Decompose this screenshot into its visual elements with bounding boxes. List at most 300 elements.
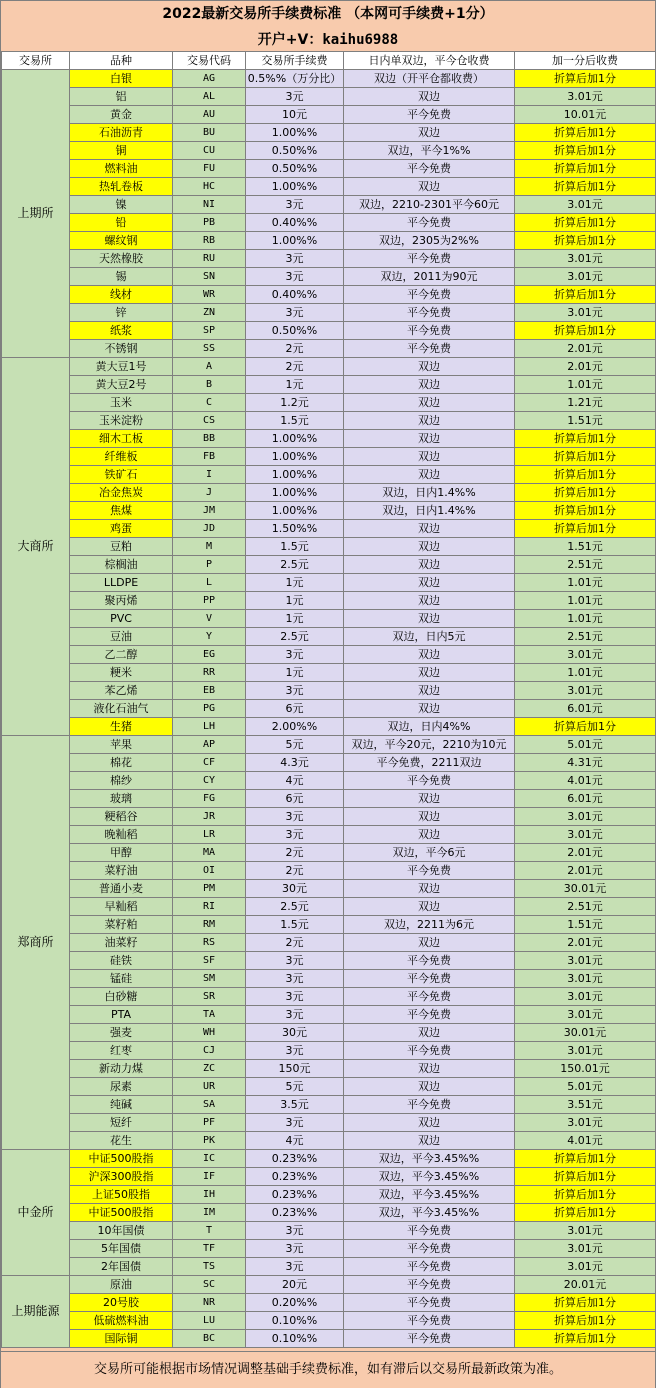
close-rule-cell: 平今免费 — [344, 862, 515, 880]
code-cell: J — [173, 484, 246, 502]
close-rule-cell: 双边 — [344, 1060, 515, 1078]
code-cell: SS — [173, 340, 246, 358]
variety-cell: 短纤 — [70, 1114, 173, 1132]
fee-cell: 150元 — [246, 1060, 344, 1078]
fee-cell: 0.10%% — [246, 1312, 344, 1330]
fee-cell: 1.5元 — [246, 916, 344, 934]
table-row — [2, 412, 656, 430]
table-row — [2, 988, 656, 1006]
close-rule-cell: 双边 — [344, 88, 515, 106]
table-row — [2, 430, 656, 448]
plus-one-cell: 折算后加1分 — [515, 124, 656, 142]
fee-cell: 2.5元 — [246, 628, 344, 646]
code-cell: AL — [173, 88, 246, 106]
fee-cell: 30元 — [246, 1024, 344, 1042]
fee-cell: 3元 — [246, 1222, 344, 1240]
variety-cell: 黄大豆2号 — [70, 376, 173, 394]
code-cell: EG — [173, 646, 246, 664]
table-row — [2, 772, 656, 790]
close-rule-cell: 平今免费 — [344, 1006, 515, 1024]
variety-cell: 螺纹钢 — [70, 232, 173, 250]
fee-cell: 10元 — [246, 106, 344, 124]
code-cell: RU — [173, 250, 246, 268]
code-cell: NR — [173, 1294, 246, 1312]
plus-one-cell: 3.01元 — [515, 1006, 656, 1024]
fee-cell: 0.10%% — [246, 1330, 344, 1348]
table-row — [2, 862, 656, 880]
close-rule-cell: 平今免费 — [344, 1330, 515, 1348]
table-row — [2, 502, 656, 520]
table-row — [2, 340, 656, 358]
table-row — [2, 952, 656, 970]
table-row — [2, 1294, 656, 1312]
fee-cell: 1.00%% — [246, 232, 344, 250]
table-row — [2, 1204, 656, 1222]
plus-one-cell: 6.01元 — [515, 790, 656, 808]
variety-cell: 普通小麦 — [70, 880, 173, 898]
table-row — [2, 826, 656, 844]
plus-one-cell: 折算后加1分 — [515, 1186, 656, 1204]
plus-one-cell: 3.01元 — [515, 1258, 656, 1276]
close-rule-cell: 双边 — [344, 934, 515, 952]
close-rule-cell: 平今免费 — [344, 772, 515, 790]
variety-cell: PVC — [70, 610, 173, 628]
table-row — [2, 610, 656, 628]
variety-cell: 冶金焦炭 — [70, 484, 173, 502]
close-rule-cell: 双边 — [344, 430, 515, 448]
variety-cell: 纤维板 — [70, 448, 173, 466]
fee-cell: 3元 — [246, 826, 344, 844]
close-rule-cell: 双边 — [344, 358, 515, 376]
plus-one-cell: 2.01元 — [515, 934, 656, 952]
code-cell: SN — [173, 268, 246, 286]
plus-one-cell: 1.01元 — [515, 376, 656, 394]
plus-one-cell: 3.51元 — [515, 1096, 656, 1114]
close-rule-cell: 双边 — [344, 682, 515, 700]
variety-cell: 油菜籽 — [70, 934, 173, 952]
plus-one-cell: 1.01元 — [515, 664, 656, 682]
fee-cell: 3元 — [246, 268, 344, 286]
close-rule-cell: 双边，日内4%% — [344, 718, 515, 736]
plus-one-cell: 折算后加1分 — [515, 448, 656, 466]
table-row — [2, 718, 656, 736]
plus-one-cell: 2.01元 — [515, 844, 656, 862]
code-cell: PK — [173, 1132, 246, 1150]
code-cell: RS — [173, 934, 246, 952]
plus-one-cell: 3.01元 — [515, 952, 656, 970]
table-row — [2, 268, 656, 286]
code-cell: JM — [173, 502, 246, 520]
page-subtitle — [1, 29, 655, 51]
subtitle-prefix: 开户+V： — [257, 32, 323, 48]
close-rule-cell: 双边（开平仓都收费） — [344, 70, 515, 88]
fee-cell: 1元 — [246, 376, 344, 394]
close-rule-cell: 平今免费 — [344, 988, 515, 1006]
fee-cell: 1元 — [246, 592, 344, 610]
close-rule-cell: 双边 — [344, 178, 515, 196]
plus-one-cell: 2.01元 — [515, 358, 656, 376]
close-rule-cell: 平今免费 — [344, 1276, 515, 1294]
variety-cell: 石油沥青 — [70, 124, 173, 142]
table-row — [2, 1114, 656, 1132]
close-rule-cell: 双边，2211为6元 — [344, 916, 515, 934]
code-cell: AP — [173, 736, 246, 754]
variety-cell: 铅 — [70, 214, 173, 232]
fee-cell: 3元 — [246, 682, 344, 700]
variety-cell: PTA — [70, 1006, 173, 1024]
table-row — [2, 700, 656, 718]
variety-cell: 白银 — [70, 70, 173, 88]
close-rule-cell: 平今免费 — [344, 1042, 515, 1060]
table-row — [2, 1240, 656, 1258]
table-row — [2, 1006, 656, 1024]
plus-one-cell: 20.01元 — [515, 1276, 656, 1294]
code-cell: OI — [173, 862, 246, 880]
table-row — [2, 1096, 656, 1114]
close-rule-cell: 双边 — [344, 124, 515, 142]
fee-cell: 0.50%% — [246, 322, 344, 340]
code-cell: ZC — [173, 1060, 246, 1078]
table-row — [2, 1312, 656, 1330]
plus-one-cell: 3.01元 — [515, 268, 656, 286]
plus-one-cell: 10.01元 — [515, 106, 656, 124]
table-row — [2, 448, 656, 466]
table-header-row — [2, 52, 656, 70]
variety-cell: 10年国债 — [70, 1222, 173, 1240]
footer-note: 交易所可能根据市场情况调整基础手续费标准，如有滞后以交易所最新政策为准。 — [1, 1351, 655, 1388]
exchange-cell: 中金所 — [2, 1150, 70, 1276]
code-cell: RR — [173, 664, 246, 682]
exchange-cell: 郑商所 — [2, 736, 70, 1150]
plus-one-cell: 折算后加1分 — [515, 1312, 656, 1330]
table-row — [2, 574, 656, 592]
code-cell: LR — [173, 826, 246, 844]
variety-cell: 中证500股指 — [70, 1150, 173, 1168]
fee-table — [1, 51, 656, 1348]
variety-cell: 玉米 — [70, 394, 173, 412]
plus-one-cell: 4.01元 — [515, 1132, 656, 1150]
plus-one-cell: 3.01元 — [515, 1240, 656, 1258]
fee-cell: 2.5元 — [246, 898, 344, 916]
variety-cell: 2年国债 — [70, 1258, 173, 1276]
close-rule-cell: 平今免费 — [344, 322, 515, 340]
variety-cell: 焦煤 — [70, 502, 173, 520]
close-rule-cell: 双边，平今6元 — [344, 844, 515, 862]
code-cell: RI — [173, 898, 246, 916]
code-cell: SF — [173, 952, 246, 970]
plus-one-cell: 3.01元 — [515, 682, 656, 700]
plus-one-cell: 5.01元 — [515, 1078, 656, 1096]
variety-cell: 20号胶 — [70, 1294, 173, 1312]
variety-cell: 苹果 — [70, 736, 173, 754]
header-variety: 品种 — [70, 52, 173, 70]
variety-cell: 花生 — [70, 1132, 173, 1150]
table-row — [2, 1330, 656, 1348]
plus-one-cell: 3.01元 — [515, 826, 656, 844]
fee-cell: 1元 — [246, 574, 344, 592]
plus-one-cell: 3.01元 — [515, 808, 656, 826]
fee-cell: 2元 — [246, 844, 344, 862]
close-rule-cell: 双边 — [344, 1078, 515, 1096]
close-rule-cell: 双边 — [344, 880, 515, 898]
table-row — [2, 556, 656, 574]
plus-one-cell: 3.01元 — [515, 1114, 656, 1132]
code-cell: PB — [173, 214, 246, 232]
plus-one-cell: 2.01元 — [515, 862, 656, 880]
plus-one-cell: 30.01元 — [515, 1024, 656, 1042]
fee-cell: 1.50%% — [246, 520, 344, 538]
code-cell: HC — [173, 178, 246, 196]
plus-one-cell: 3.01元 — [515, 970, 656, 988]
variety-cell: 尿素 — [70, 1078, 173, 1096]
table-row — [2, 214, 656, 232]
table-row — [2, 628, 656, 646]
code-cell: RB — [173, 232, 246, 250]
close-rule-cell: 双边，日内1.4%% — [344, 502, 515, 520]
close-rule-cell: 平今免费 — [344, 1240, 515, 1258]
code-cell: ZN — [173, 304, 246, 322]
plus-one-cell: 折算后加1分 — [515, 1150, 656, 1168]
fee-cell: 1元 — [246, 610, 344, 628]
fee-cell: 0.50%% — [246, 142, 344, 160]
plus-one-cell: 1.21元 — [515, 394, 656, 412]
close-rule-cell: 双边，2305为2%% — [344, 232, 515, 250]
variety-cell: 低硫燃料油 — [70, 1312, 173, 1330]
plus-one-cell: 30.01元 — [515, 880, 656, 898]
fee-cell: 20元 — [246, 1276, 344, 1294]
code-cell: AG — [173, 70, 246, 88]
close-rule-cell: 双边 — [344, 898, 515, 916]
plus-one-cell: 150.01元 — [515, 1060, 656, 1078]
variety-cell: 铁矿石 — [70, 466, 173, 484]
table-row — [2, 1060, 656, 1078]
close-rule-cell: 双边 — [344, 610, 515, 628]
code-cell: T — [173, 1222, 246, 1240]
fee-cell: 0.23%% — [246, 1204, 344, 1222]
table-row — [2, 286, 656, 304]
fee-cell: 3元 — [246, 808, 344, 826]
close-rule-cell: 平今免费 — [344, 1222, 515, 1240]
variety-cell: 铝 — [70, 88, 173, 106]
close-rule-cell: 双边，2011为90元 — [344, 268, 515, 286]
header-exchange: 交易所 — [2, 52, 70, 70]
code-cell: RM — [173, 916, 246, 934]
variety-cell: 粳米 — [70, 664, 173, 682]
plus-one-cell: 3.01元 — [515, 1042, 656, 1060]
code-cell: FB — [173, 448, 246, 466]
code-cell: CJ — [173, 1042, 246, 1060]
plus-one-cell: 折算后加1分 — [515, 232, 656, 250]
fee-cell: 6元 — [246, 790, 344, 808]
close-rule-cell: 双边 — [344, 1024, 515, 1042]
variety-cell: 5年国债 — [70, 1240, 173, 1258]
variety-cell: 纸浆 — [70, 322, 173, 340]
plus-one-cell: 折算后加1分 — [515, 142, 656, 160]
variety-cell: 豆粕 — [70, 538, 173, 556]
plus-one-cell: 1.01元 — [515, 574, 656, 592]
plus-one-cell: 2.51元 — [515, 898, 656, 916]
table-row — [2, 322, 656, 340]
plus-one-cell: 3.01元 — [515, 88, 656, 106]
variety-cell: 棉纱 — [70, 772, 173, 790]
fee-cell: 5元 — [246, 736, 344, 754]
plus-one-cell: 4.01元 — [515, 772, 656, 790]
variety-cell: 锡 — [70, 268, 173, 286]
fee-cell: 0.23%% — [246, 1168, 344, 1186]
variety-cell: 新动力煤 — [70, 1060, 173, 1078]
table-row — [2, 1132, 656, 1150]
table-row — [2, 376, 656, 394]
code-cell: JR — [173, 808, 246, 826]
code-cell: SA — [173, 1096, 246, 1114]
code-cell: IF — [173, 1168, 246, 1186]
plus-one-cell: 折算后加1分 — [515, 160, 656, 178]
plus-one-cell: 2.01元 — [515, 340, 656, 358]
code-cell: CU — [173, 142, 246, 160]
fee-cell: 1.00%% — [246, 484, 344, 502]
close-rule-cell: 平今免费 — [344, 952, 515, 970]
plus-one-cell: 1.51元 — [515, 412, 656, 430]
variety-cell: 棉花 — [70, 754, 173, 772]
table-row — [2, 1078, 656, 1096]
plus-one-cell: 折算后加1分 — [515, 322, 656, 340]
plus-one-cell: 折算后加1分 — [515, 70, 656, 88]
table-row — [2, 646, 656, 664]
header-code: 交易代码 — [173, 52, 246, 70]
code-cell: LU — [173, 1312, 246, 1330]
close-rule-cell: 平今免费 — [344, 1096, 515, 1114]
close-rule-cell: 双边 — [344, 412, 515, 430]
code-cell: FG — [173, 790, 246, 808]
plus-one-cell: 1.51元 — [515, 538, 656, 556]
plus-one-cell: 折算后加1分 — [515, 178, 656, 196]
variety-cell: 沪深300股指 — [70, 1168, 173, 1186]
plus-one-cell: 1.51元 — [515, 916, 656, 934]
variety-cell: 硅铁 — [70, 952, 173, 970]
variety-cell: 天然橡胶 — [70, 250, 173, 268]
variety-cell: 上证50股指 — [70, 1186, 173, 1204]
fee-cell: 0.20%% — [246, 1294, 344, 1312]
code-cell: Y — [173, 628, 246, 646]
plus-one-cell: 1.01元 — [515, 610, 656, 628]
close-rule-cell: 平今免费 — [344, 340, 515, 358]
code-cell: A — [173, 358, 246, 376]
close-rule-cell: 双边 — [344, 646, 515, 664]
fee-cell: 2元 — [246, 934, 344, 952]
variety-cell: 不锈钢 — [70, 340, 173, 358]
variety-cell: 苯乙烯 — [70, 682, 173, 700]
fee-cell: 1.00%% — [246, 502, 344, 520]
subtitle-code: kaihu6988 — [322, 32, 399, 48]
table-row — [2, 1042, 656, 1060]
code-cell: TF — [173, 1240, 246, 1258]
variety-cell: 菜籽油 — [70, 862, 173, 880]
code-cell: IM — [173, 1204, 246, 1222]
plus-one-cell: 折算后加1分 — [515, 1168, 656, 1186]
plus-one-cell: 3.01元 — [515, 250, 656, 268]
table-row — [2, 1168, 656, 1186]
exchange-cell: 上期所 — [2, 70, 70, 358]
table-row — [2, 754, 656, 772]
table-row — [2, 142, 656, 160]
table-row — [2, 304, 656, 322]
close-rule-cell: 平今免费 — [344, 1294, 515, 1312]
code-cell: B — [173, 376, 246, 394]
variety-cell: 原油 — [70, 1276, 173, 1294]
table-row — [2, 160, 656, 178]
fee-cell: 1.00%% — [246, 124, 344, 142]
variety-cell: 镍 — [70, 196, 173, 214]
fee-cell: 0.40%% — [246, 214, 344, 232]
code-cell: NI — [173, 196, 246, 214]
variety-cell: 铜 — [70, 142, 173, 160]
close-rule-cell: 双边，日内1.4%% — [344, 484, 515, 502]
fee-cell: 1.5元 — [246, 412, 344, 430]
plus-one-cell: 3.01元 — [515, 1222, 656, 1240]
variety-cell: 白砂糖 — [70, 988, 173, 1006]
table-row — [2, 808, 656, 826]
variety-cell: 棕榈油 — [70, 556, 173, 574]
variety-cell: 晚籼稻 — [70, 826, 173, 844]
variety-cell: 纯碱 — [70, 1096, 173, 1114]
fee-cell: 3元 — [246, 1240, 344, 1258]
close-rule-cell: 双边 — [344, 664, 515, 682]
fee-cell: 4元 — [246, 772, 344, 790]
code-cell: SM — [173, 970, 246, 988]
variety-cell: LLDPE — [70, 574, 173, 592]
code-cell: IH — [173, 1186, 246, 1204]
table-row — [2, 736, 656, 754]
code-cell: BU — [173, 124, 246, 142]
exchange-cell: 大商所 — [2, 358, 70, 736]
fee-cell: 3元 — [246, 970, 344, 988]
code-cell: CY — [173, 772, 246, 790]
table-row — [2, 916, 656, 934]
close-rule-cell: 双边，平今3.45%% — [344, 1150, 515, 1168]
fee-cell: 3.5元 — [246, 1096, 344, 1114]
variety-cell: 强麦 — [70, 1024, 173, 1042]
fee-cell: 0.23%% — [246, 1150, 344, 1168]
fee-cell: 4元 — [246, 1132, 344, 1150]
table-row — [2, 1024, 656, 1042]
fee-cell: 3元 — [246, 196, 344, 214]
fee-cell: 2元 — [246, 340, 344, 358]
close-rule-cell: 双边 — [344, 394, 515, 412]
close-rule-cell: 双边 — [344, 376, 515, 394]
close-rule-cell: 双边，平今3.45%% — [344, 1186, 515, 1204]
code-cell: FU — [173, 160, 246, 178]
fee-cell: 3元 — [246, 304, 344, 322]
variety-cell: 液化石油气 — [70, 700, 173, 718]
table-row — [2, 898, 656, 916]
table-row — [2, 196, 656, 214]
fee-cell: 0.5%%（万分比） — [246, 70, 344, 88]
code-cell: CS — [173, 412, 246, 430]
code-cell: M — [173, 538, 246, 556]
code-cell: IC — [173, 1150, 246, 1168]
close-rule-cell: 平今免费 — [344, 250, 515, 268]
close-rule-cell: 双边 — [344, 520, 515, 538]
plus-one-cell: 折算后加1分 — [515, 502, 656, 520]
table-row — [2, 1150, 656, 1168]
table-row — [2, 880, 656, 898]
close-rule-cell: 双边，平今3.45%% — [344, 1204, 515, 1222]
close-rule-cell: 双边 — [344, 466, 515, 484]
code-cell: BC — [173, 1330, 246, 1348]
table-row — [2, 538, 656, 556]
fee-cell: 2元 — [246, 862, 344, 880]
code-cell: CF — [173, 754, 246, 772]
